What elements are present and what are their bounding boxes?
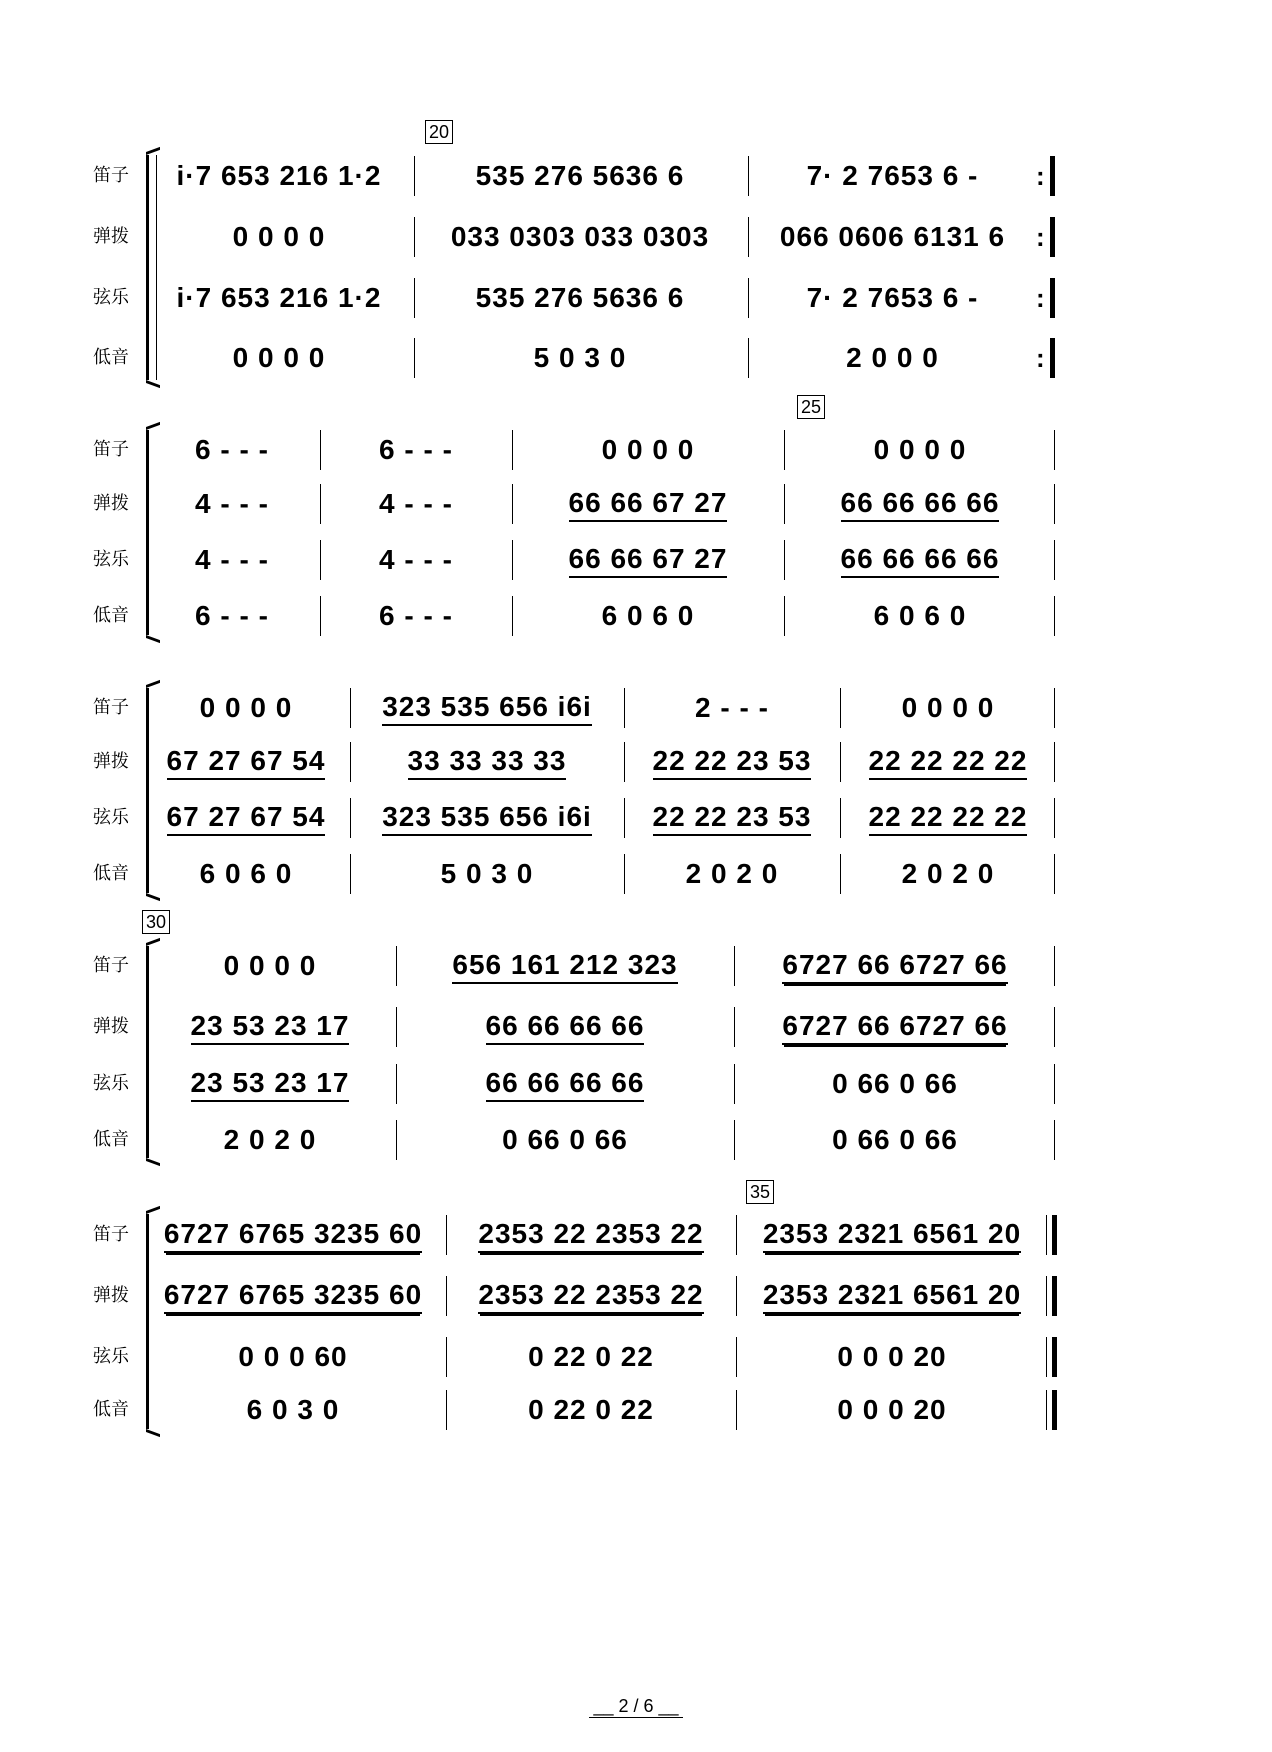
notation: 6727 6765 3235 60 [164,1278,422,1314]
measure [630,688,834,728]
measure [356,688,618,728]
measure [356,742,618,782]
barline [736,1215,737,1255]
notation: 2353 2321 6561 20 [763,1217,1021,1253]
staff-diyin [0,338,1272,378]
notation: 0 0 0 60 [238,1341,348,1372]
notation: 6727 66 6727 66 [782,1009,1007,1045]
end-barline [1050,278,1055,318]
rehearsal-mark: 20 [425,120,453,144]
barline [512,540,513,580]
measure [420,217,740,257]
barline [736,1337,737,1377]
barline [414,278,415,318]
barline [1046,1215,1047,1255]
measure [740,946,1050,986]
barline [840,742,841,782]
notation: 066 0606 6131 6 [779,221,1006,252]
barline [840,798,841,838]
instrument-label: 弹拨 [93,751,129,772]
barline [1054,484,1055,524]
barline [320,484,321,524]
barline [446,1215,447,1255]
barline [784,430,785,470]
notation: 5 0 3 0 [440,858,534,889]
notation: 0 66 0 66 [832,1068,958,1099]
notation: 0 0 0 0 [873,434,967,465]
measure [148,946,392,986]
staff-tanbo [0,742,1272,782]
barline [350,688,351,728]
barline [320,540,321,580]
staff-xianyue [0,278,1272,318]
notation: 2 0 0 0 [846,342,939,373]
barline [350,854,351,894]
staff-xianyue [0,540,1272,580]
end-barline [1050,156,1055,196]
repeat-sign: : [1036,222,1045,252]
measure [846,854,1050,894]
repeat-sign: : [1036,161,1045,191]
notation: 0 0 0 20 [837,1394,947,1425]
notation: 66 66 67 27 [569,542,728,578]
barline [734,1120,735,1160]
barline [748,217,749,257]
staff-tanbo [0,1007,1272,1047]
measure [148,338,410,378]
measure [420,338,740,378]
measure [518,430,778,470]
instrument-label: 笛子 [93,1224,129,1245]
instrument-label: 弹拨 [93,493,129,514]
staff-diyin [0,1390,1272,1430]
instrument-label: 弹拨 [93,1016,129,1037]
notation: 656 161 212 323 [452,948,677,984]
page-number [0,1696,1272,1718]
notation: 535 276 5636 6 [475,282,685,313]
notation: 4 - - - [379,488,453,519]
measure [630,742,834,782]
measure [630,798,834,838]
barline [446,1390,447,1430]
staff-tanbo [0,1276,1272,1316]
measure [452,1215,730,1255]
barline [734,946,735,986]
measure [148,278,410,318]
staff-tanbo [0,217,1272,257]
barline [1046,1390,1047,1430]
barline [1054,596,1055,636]
barline [396,946,397,986]
instrument-label: 低音 [93,605,129,626]
measure [742,1390,1042,1430]
notation: 22 22 23 53 [653,744,812,780]
measure [790,484,1050,524]
measure [846,688,1050,728]
notation: i·7 653 216 1·2 [176,282,382,313]
barline [396,1007,397,1047]
barline [734,1007,735,1047]
measure [402,1007,728,1047]
notation: 323 535 656 i6i [382,690,592,726]
measure [755,217,1030,257]
barline [414,338,415,378]
barline [784,540,785,580]
measure [790,430,1050,470]
rehearsal-mark: 25 [797,395,825,419]
end-barline [1052,1215,1057,1255]
notation: 66 66 66 66 [486,1066,645,1102]
staff-dizi [0,946,1272,986]
notation: 22 22 22 22 [869,800,1028,836]
barline [1054,430,1055,470]
staff-diyin [0,1120,1272,1160]
barline [748,338,749,378]
instrument-label: 低音 [93,863,129,884]
barline [840,688,841,728]
notation: 0 0 0 0 [223,950,317,981]
measure [356,798,618,838]
notation: 66 66 66 66 [841,542,1000,578]
barline [396,1120,397,1160]
measure [755,156,1030,196]
instrument-label: 弹拨 [93,1285,129,1306]
notation: 5 0 3 0 [533,342,627,373]
notation: 033 0303 033 0303 [450,221,710,252]
notation: 0 22 0 22 [528,1394,654,1425]
measure [148,1215,438,1255]
notation: 6 - - - [195,434,269,465]
measure [630,854,834,894]
barline [1054,946,1055,986]
measure [452,1337,730,1377]
instrument-label: 笛子 [93,439,129,460]
staff-diyin [0,854,1272,894]
notation: 6 - - - [379,434,453,465]
barline [624,742,625,782]
instrument-label: 低音 [93,347,129,368]
measure [740,1120,1050,1160]
staff-dizi [0,688,1272,728]
notation: 4 - - - [195,544,269,575]
measure [846,742,1050,782]
staff-tanbo [0,484,1272,524]
barline [320,430,321,470]
notation: 323 535 656 i6i [382,800,592,836]
barline [748,278,749,318]
barline [446,1337,447,1377]
instrument-label: 笛子 [93,697,129,718]
notation: 2 0 2 0 [223,1124,317,1155]
barline [1046,1337,1047,1377]
barline [1054,1120,1055,1160]
notation: 6727 66 6727 66 [782,948,1007,984]
measure [402,946,728,986]
barline [414,156,415,196]
notation: 22 22 23 53 [653,800,812,836]
staff-dizi [0,1215,1272,1255]
staff-diyin [0,596,1272,636]
measure [742,1337,1042,1377]
barline [624,854,625,894]
measure [452,1276,730,1316]
measure [402,1064,728,1104]
barline [1046,1276,1047,1316]
barline [350,798,351,838]
barline [512,596,513,636]
barline [624,688,625,728]
barline [840,854,841,894]
barline [414,217,415,257]
staff-xianyue [0,1337,1272,1377]
measure [148,156,410,196]
notation: 0 0 0 0 [601,434,695,465]
notation: 6 0 3 0 [246,1394,340,1425]
notation: 33 33 33 33 [408,744,567,780]
barline [1054,688,1055,728]
notation: 23 53 23 17 [191,1009,350,1045]
notation: 0 66 0 66 [502,1124,628,1155]
end-barline [1050,338,1055,378]
notation: 6 0 6 0 [199,858,293,889]
rehearsal-mark: 30 [142,910,170,934]
notation: 2353 2321 6561 20 [763,1278,1021,1314]
barline [350,742,351,782]
measure [790,596,1050,636]
measure [148,1120,392,1160]
notation: 6 0 6 0 [873,600,967,631]
barline [512,430,513,470]
notation: 67 27 67 54 [167,800,326,836]
staff-xianyue [0,798,1272,838]
measure [356,854,618,894]
barline [624,798,625,838]
instrument-label: 笛子 [93,165,129,186]
barline [320,596,321,636]
notation: 2 0 2 0 [685,858,779,889]
notation: 0 0 0 0 [232,221,326,252]
notation: 4 - - - [379,544,453,575]
page-number-text: __ 2 / 6 __ [589,1696,682,1718]
measure [452,1390,730,1430]
barline [748,156,749,196]
measure [326,540,506,580]
notation: 22 22 22 22 [869,744,1028,780]
measure [742,1215,1042,1255]
measure [518,540,778,580]
measure [846,798,1050,838]
measure [518,596,778,636]
instrument-label: 低音 [93,1399,129,1420]
barline [736,1276,737,1316]
barline [736,1390,737,1430]
instrument-label: 弦乐 [93,287,129,308]
instrument-label: 笛子 [93,955,129,976]
barline [446,1276,447,1316]
notation: 6727 6765 3235 60 [164,1217,422,1253]
notation: 4 - - - [195,488,269,519]
notation: 66 66 66 66 [486,1009,645,1045]
measure [148,1064,392,1104]
barline [784,484,785,524]
notation: 2353 22 2353 22 [478,1278,703,1314]
measure [148,688,344,728]
instrument-label: 弦乐 [93,1073,129,1094]
end-barline [1052,1337,1057,1377]
barline [1054,798,1055,838]
rehearsal-mark: 35 [746,1180,774,1204]
measure [148,1337,438,1377]
repeat-sign: : [1036,343,1045,373]
notation: 67 27 67 54 [167,744,326,780]
notation: 66 66 66 66 [841,486,1000,522]
barline [1054,540,1055,580]
barline [784,596,785,636]
measure [420,278,740,318]
notation: 0 0 0 20 [837,1341,947,1372]
notation: 0 0 0 0 [901,692,995,723]
end-barline [1052,1276,1057,1316]
measure [148,1276,438,1316]
measure [740,1064,1050,1104]
notation: 23 53 23 17 [191,1066,350,1102]
measure [755,278,1030,318]
measure [790,540,1050,580]
measure [755,338,1030,378]
staff-dizi [0,430,1272,470]
measure [518,484,778,524]
barline [1054,854,1055,894]
measure [326,430,506,470]
instrument-label: 弦乐 [93,549,129,570]
barline [734,1064,735,1104]
notation: 66 66 67 27 [569,486,728,522]
notation: 2 - - - [695,692,769,723]
notation: 6 - - - [195,600,269,631]
measure [420,156,740,196]
measure [740,1007,1050,1047]
barline [1054,742,1055,782]
notation: 0 22 0 22 [528,1341,654,1372]
instrument-label: 弦乐 [93,807,129,828]
measure [326,596,506,636]
barline [1054,1064,1055,1104]
measure [148,742,344,782]
measure [148,1390,438,1430]
notation: i·7 653 216 1·2 [176,160,382,191]
measure [148,217,410,257]
notation: 0 66 0 66 [832,1124,958,1155]
measure [326,484,506,524]
measure [148,798,344,838]
notation: 535 276 5636 6 [475,160,685,191]
notation: 0 0 0 0 [232,342,326,373]
instrument-label: 低音 [93,1129,129,1150]
notation: 6 0 6 0 [601,600,695,631]
staff-dizi [0,156,1272,196]
instrument-label: 弹拨 [93,226,129,247]
notation: 7· 2 7653 6 - [806,160,979,191]
measure [148,540,316,580]
instrument-label: 弦乐 [93,1346,129,1367]
notation: 0 0 0 0 [199,692,293,723]
barline [396,1064,397,1104]
end-barline [1052,1390,1057,1430]
barline [1054,1007,1055,1047]
measure [742,1276,1042,1316]
measure [148,1007,392,1047]
notation: 2353 22 2353 22 [478,1217,703,1253]
staff-xianyue [0,1064,1272,1104]
measure [148,430,316,470]
measure [148,484,316,524]
end-barline [1050,217,1055,257]
measure [148,596,316,636]
repeat-sign: : [1036,283,1045,313]
notation: 2 0 2 0 [901,858,995,889]
notation: 7· 2 7653 6 - [806,282,979,313]
measure [148,854,344,894]
notation: 6 - - - [379,600,453,631]
barline [512,484,513,524]
measure [402,1120,728,1160]
